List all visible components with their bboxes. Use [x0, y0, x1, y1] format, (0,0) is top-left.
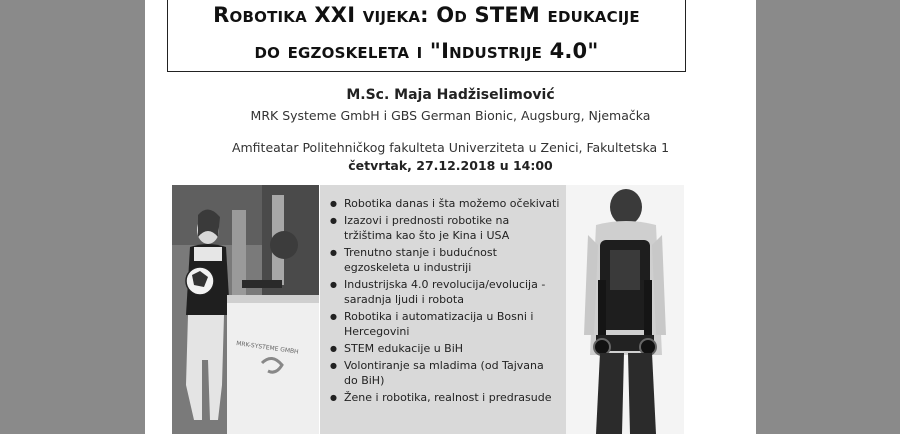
exoskeleton-photo — [566, 185, 684, 434]
venue: Amfiteatar Politehničkog fakulteta Univerziteta u Zenici, Fakultetska 1 — [231, 140, 670, 155]
title-line-1: Robotika XXI vijeka: Od STEM edukacije — [213, 3, 640, 27]
topic-item: ● STEM edukacije u BiH — [344, 341, 560, 356]
speaker-photo — [172, 185, 319, 434]
title-box — [167, 0, 686, 72]
speaker-name: M.Sc. Maja Hadžiselimović — [346, 87, 555, 103]
speaker-affiliation: MRK Systeme GmbH i GBS German Bionic, Augsburg, Njemačka — [250, 108, 651, 123]
topic-item: ● Volontiranje sa mladima (od Tajvana do BiH) — [344, 358, 560, 388]
event-datetime: četvrtak, 27.12.2018 u 14:00 — [348, 158, 553, 173]
booth-sign-text: MRK-SYSTEME GMBH — [235, 340, 299, 356]
topic-item: ● Robotika i automatizacija u Bosni i Hercegovini — [344, 309, 560, 339]
topic-item: ● Robotika danas i šta možemo očekivati — [344, 196, 560, 211]
topic-item: ● Žene i robotika, realnost i predrasude — [344, 390, 560, 405]
topic-item: ● Industrijska 4.0 revolucija/evolucija - saradnja ljudi i robota — [344, 277, 560, 307]
title-line-2: do egzoskeleta i "Industrije 4.0" — [254, 39, 599, 63]
topics-list — [326, 196, 560, 405]
topics-panel — [320, 185, 566, 434]
poster-sheet — [145, 0, 756, 434]
topic-item: ● Trenutno stanje i budućnost egzoskeleta u industriji — [344, 245, 560, 275]
topic-item: ● Izazovi i prednosti robotike na tržištima kao što je Kina i USA — [344, 213, 560, 243]
